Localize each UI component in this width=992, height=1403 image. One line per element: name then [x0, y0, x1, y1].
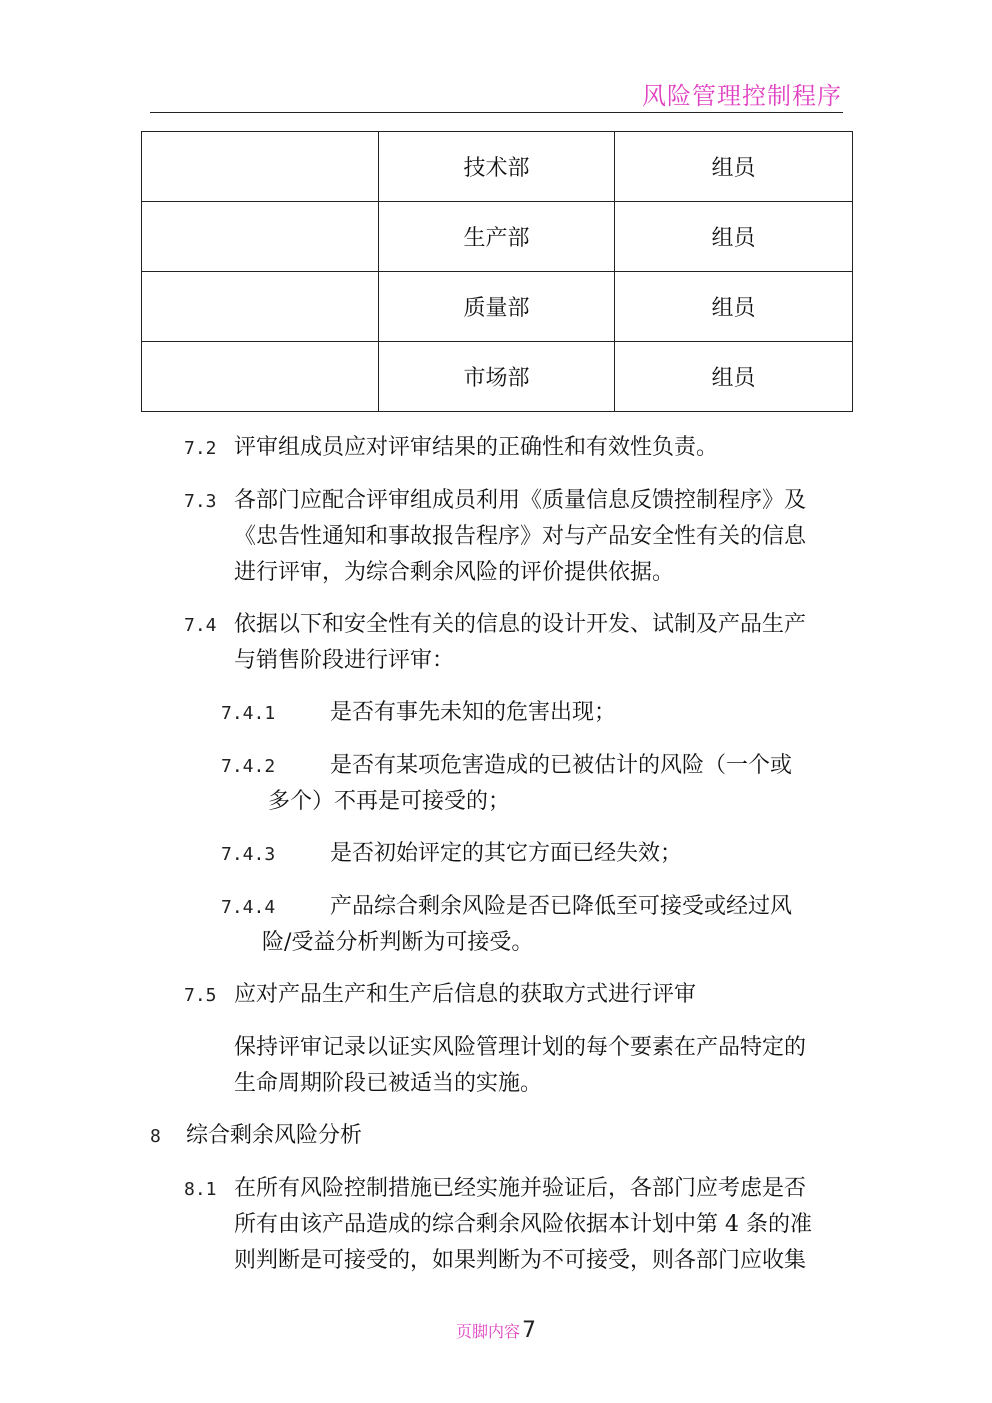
table-cell-empty — [142, 202, 379, 272]
table-cell-department: 市场部 — [379, 342, 615, 412]
department-table — [141, 131, 853, 412]
footer-label: 页脚内容 — [455, 1322, 520, 1341]
section-text-7-4-2-line1: 是否有某项危害造成的已被估计的风险（一个或 — [330, 753, 793, 778]
section-heading-8: 综合剩余风险分析 — [186, 1123, 363, 1148]
section-number-7-4-4: 7.4.4 — [221, 897, 276, 918]
section-number-7-4-2: 7.4.2 — [221, 756, 276, 777]
document-header-title: 风险管理控制程序 — [642, 82, 842, 110]
table-row — [142, 342, 853, 412]
section-text-7-5: 应对产品生产和生产后信息的获取方式进行评审 — [234, 982, 697, 1007]
section-text-7-4-1: 是否有事先未知的危害出现； — [330, 700, 617, 725]
section-number-7-4: 7.4 — [184, 615, 217, 636]
table-cell-empty — [142, 272, 379, 342]
section-text-7-3-line1: 各部门应配合评审组成员利用《质量信息反馈控制程序》及 — [234, 488, 807, 513]
table-cell-empty — [142, 342, 379, 412]
section-text-8-1-line3: 则判断是可接受的，如果判断为不可接受，则各部门应收集 — [234, 1248, 807, 1273]
section-text-7-3-line3: 进行评审，为综合剩余风险的评价提供依据。 — [234, 560, 675, 585]
section-text-8-1-line1: 在所有风险控制措施已经实施并验证后，各部门应考虑是否 — [234, 1176, 807, 1201]
section-number-7-2: 7.2 — [184, 438, 217, 459]
section-text-7-5-para-line1: 保持评审记录以证实风险管理计划的每个要素在产品特定的 — [234, 1035, 807, 1060]
section-text-7-4-4-line2: 险/受益分析判断为可接受。 — [262, 930, 534, 955]
table-cell-department: 质量部 — [379, 272, 615, 342]
page-footer — [0, 1318, 992, 1343]
section-text-8-1-line2: 所有由该产品造成的综合剩余风险依据本计划中第 4 条的准 — [234, 1212, 812, 1237]
section-text-7-4-4-line1: 产品综合剩余风险是否已降低至可接受或经过风 — [330, 894, 793, 919]
section-number-8: 8 — [150, 1126, 161, 1147]
header-divider — [150, 112, 843, 113]
table-cell-role: 组员 — [615, 342, 853, 412]
section-number-7-4-3: 7.4.3 — [221, 844, 276, 865]
table-cell-role: 组员 — [615, 132, 853, 202]
section-text-7-5-para-line2: 生命周期阶段已被适当的实施。 — [234, 1071, 543, 1096]
section-number-7-5: 7.5 — [184, 985, 217, 1006]
section-number-8-1: 8.1 — [184, 1179, 217, 1200]
section-text-7-3-line2: 《忠告性通知和事故报告程序》对与产品安全性有关的信息 — [234, 524, 807, 549]
table-cell-department: 技术部 — [379, 132, 615, 202]
section-text-7-4-3: 是否初始评定的其它方面已经失效； — [330, 841, 683, 866]
table-cell-empty — [142, 132, 379, 202]
table-cell-department: 生产部 — [379, 202, 615, 272]
table-cell-role: 组员 — [615, 272, 853, 342]
section-number-7-3: 7.3 — [184, 491, 217, 512]
table-row — [142, 202, 853, 272]
section-number-7-4-1: 7.4.1 — [221, 703, 276, 724]
table-row — [142, 132, 853, 202]
table-row — [142, 272, 853, 342]
table-cell-role: 组员 — [615, 202, 853, 272]
section-text-7-4-line2: 与销售阶段进行评审： — [234, 648, 455, 673]
section-text-7-4-2-line2: 多个）不再是可接受的； — [268, 789, 511, 814]
page-number: 7 — [522, 1318, 536, 1343]
section-text-7-2: 评审组成员应对评审结果的正确性和有效性负责。 — [234, 435, 719, 460]
section-text-7-4-line1: 依据以下和安全性有关的信息的设计开发、试制及产品生产 — [234, 612, 807, 637]
